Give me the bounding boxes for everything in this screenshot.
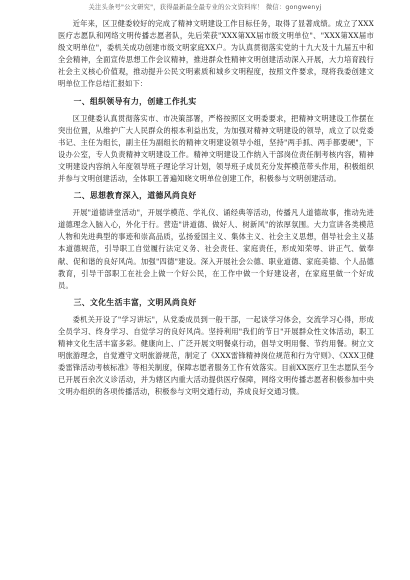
- section-heading-2: 二、思想教育深入，道德风尚良好: [73, 191, 197, 201]
- section-heading-1: 一、组织领导有力，创建工作扎实: [73, 96, 197, 106]
- section-3-paragraph: 委机关开设了"学习讲坛"，从党委成员到一般干部，一起谈学习体会，交流学习心得，形成全员学习、终身学习、自觉学习的良好风尚。坚持利用"我们的节日"开展群众性文体活动，职工精神文化生活丰富多彩。健康向上、广泛开展文明餐桌行动，倡导文明用餐、节约用餐。树立文明旅游理念，自觉遵守文明旅游规范，制定了《XXX雷锋精神岗位规范和行为守则》、《XXX卫健委雷锋活动考核标准》等相关制度，保障志愿者服务工作有效落实。目前XX医疗卫生志愿队至今已开展百余次义诊活动，并为辖区内重大活动提供医疗保障，网络文明传播志愿者积极参加中央文明办组织的各项传播活动，积极参与文明交通行动，养成良好交通习惯。: [58, 314, 375, 397]
- header-banner: 关注头条号"公文研究"，获得最新最全最专业的公文资料库！ 微信：gongwenyj: [88, 4, 322, 11]
- intro-paragraph: 近年来，区卫健委较好的完成了精神文明建设工作目标任务，取得了显著成绩。成立了XXX医疗志愿队和网络文明传播志愿者队，先后荣获"XXX第XX届市级文明单位"、"XXX第XX届市级文明单位"，委机关成功创建市级文明家庭XX户。为认真贯彻落实党的十九大及十九届五中和全会精神，全面宣传思想工作会议精神，推进群众性精神文明创建活动深入开展，大力培育践行社会主义核心价值观，推动提升公民文明素质和城乡文明程度，按照文件要求，现将我委创建文明单位工作总结汇报如下：: [58, 19, 374, 89]
- section-2-paragraph: 开展"道德讲堂活动"，开展学模范、学礼仪、诵经典等活动，传播凡人道德故事，推动先进道德理念入脑入心，外化于行。营造"讲道德、做好人、树新风"的浓厚氛围。大力宣讲各类模范人物和先进典型的事迹和崇高品质，弘扬爱国主义、集体主义、社会主义思想，倡导社会主义基本道德规范，引导职工自觉履行法定义务、社会责任、家庭责任，形成知荣辱、讲正气、做奉献、促和谐的良好风尚。加强"四德"建设。深入开展社会公德、职业道德、家庭美德、个人品德教育，引导干部职工在社会上做一个好公民，在工作中做一个好建设者，在家庭里做一个好成员。: [58, 208, 374, 290]
- document-body: [58, 18, 374, 398]
- section-1-paragraph: 区卫健委认真贯彻落实市、市决策部署，严格按照区文明委要求，把精神文明建设工作摆在突出位置，从维护广大人民群众的根本利益出发，为加强对精神文明建设的领导，成立了以党委书记、主任为组长，副主任为副组长的精神文明建设领导小组，坚持"两手抓、两手都要硬"，下设办公室，专人负责精神文明建设工作。精神文明建设工作纳入干部岗位责任制考核内容，精神文明建设内容纳入年度领导班子理论学习计划，领导班子成员充分发挥模范带头作用，积极组织并参与文明创建活动，全体职工普遍知晓文明单位创建工作，积极参与文明创建活动。: [58, 113, 374, 184]
- section-heading-3: 三、文化生活丰富，文明风尚良好: [73, 297, 197, 307]
